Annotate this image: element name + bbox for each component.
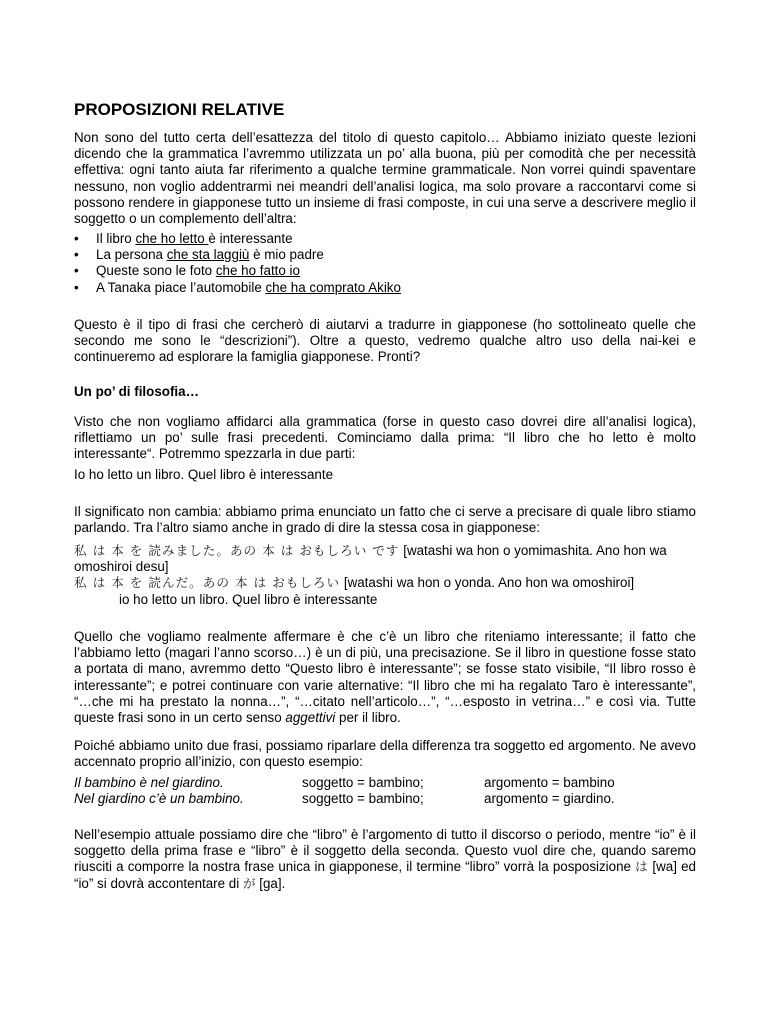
page-title: PROPOSIZIONI RELATIVE <box>74 100 285 119</box>
list-item: • La persona che sta laggiù è mio padre <box>74 247 324 263</box>
paragraph-current-example: Nell’esempio attuale possiamo dire che “libro” è l’argomento di tutto il discorso o periodo, mentre “io” è il soggetto della prima frase e “libro” è il soggetto della seconda. Questo vuol dire che, quando saremo riusciti a comporre la nostra frase unica in giapponese, il termine “libro” vorrà la posposizione は [wa] ed “io” si dovrà accontentare di が [ga]. <box>74 827 697 891</box>
subject-cell: soggetto = bambino; <box>302 775 424 790</box>
paragraph-philosophy: Visto che non vogliamo affidarci alla grammatica (forse in questo caso dovrei dire all’analisi logica), riflettiamo un po’ sulle frasi precedenti. Cominciamo dalla prima: “Il libro che ho letto è molto interessante“. Potremmo spezzarla in due parti: <box>74 414 696 462</box>
underlined-relative-clause: che sta laggiù <box>166 247 250 263</box>
bullet-icon: • <box>74 231 79 246</box>
bullet-icon: • <box>74 279 79 295</box>
list-item: • A Tanaka piace l’automobile che ha comprato Akiko <box>74 279 401 295</box>
japanese-text: 私 は 本 を 読んだ。あの 本 は おもしろい <box>74 575 341 591</box>
japanese-particle: は <box>635 859 649 875</box>
table-row <box>74 775 615 791</box>
subject-cell: soggetto = bambino; <box>302 791 424 807</box>
bullet-icon: • <box>74 247 79 263</box>
topic-cell: argomento = giardino. <box>484 791 615 807</box>
split-sentence: Io ho letto un libro. Quel libro è interessante <box>74 467 334 482</box>
underlined-relative-clause: che ho letto <box>135 231 209 246</box>
comparison-table <box>74 775 615 807</box>
japanese-example-polite <box>74 543 696 575</box>
japanese-text: 私 は 本 を 読みました。あの 本 は おもしろい です <box>74 543 400 558</box>
emphasis-text: aggettivi <box>285 710 336 726</box>
japanese-particle: が <box>242 875 256 891</box>
translation-line: io ho letto un libro. Quel libro è interessante <box>119 591 378 607</box>
topic-cell: argomento = bambino <box>484 775 615 790</box>
list-item: • Queste sono le foto che ho fatto io <box>74 263 300 279</box>
intro-paragraph: Non sono del tutto certa dell’esattezza del titolo di questo capitolo… Abbiamo iniziato queste lezioni dicendo che la grammatica l’avremmo utilizzata un po’ alla buona, più per comodità che per necessità effettiva: ogni tanto aiuta far riferimento a qualche termine grammaticale. Non vorrei quindi spaventare nessuno, non voglio addentrarmi nei meandri dell’analisi logica, ma solo provare a raccontarvi come si possono rendere in giapponese tutto un insieme di frasi composte, in cui una serve a descrivere meglio il soggetto o un complemento dell’altra: <box>74 130 696 227</box>
example-list <box>74 231 696 296</box>
paragraph-meaning: Il significato non cambia: abbiamo prima enunciato un fatto che ci serve a precisare di quale libro stiamo parlando. Tra l’altro siamo anche in grado di dire la stessa cosa in giapponese: <box>74 504 696 536</box>
underlined-relative-clause: che ha comprato Akiko <box>265 279 401 295</box>
paragraph-descriptions: Questo è il tipo di frasi che cercherò di aiutarvi a tradurre in giapponese (ho sottolineato quelle che secondo me sono le “descrizioni”). Oltre a questo, vedremo qualche altro uso della nai-kei e continueremo ad esplorare la famiglia giapponese. Pronti? <box>74 317 696 365</box>
underlined-relative-clause: che ho fatto io <box>215 263 300 279</box>
japanese-examples <box>74 543 696 608</box>
bullet-icon: • <box>74 263 79 279</box>
example-sentence: Il bambino è nel giardino. <box>74 775 224 790</box>
section-heading: Un po’ di filosofia… <box>74 384 199 399</box>
paragraph-affirmation: Quello che vogliamo realmente affermare è che c’è un libro che riteniamo interessante; il fatto che l’abbiamo letto (magari l’anno scorso…) è un di più, una precisazione. Se il libro in questione fosse stato a portata di mano, avremmo detto “Questo libro è interessante”; se fosse stato visibile, “Il libro rosso è interessante”; e potrei continuare con varie alternative: “Il libro che mi ha regalato Taro è interessante”, “…che mi ha prestato la nonna…”, “…citato nell’articolo…”, “…esposto in vetrina…” e così via. Tutte queste frasi sono in un certo senso aggettivi per il libro. <box>74 629 696 726</box>
romaji-text: [watashi wa hon o yonda. Ano hon wa omoshiroi] <box>340 575 635 591</box>
paragraph-subject-topic: Poiché abbiamo unito due frasi, possiamo riparlare della differenza tra soggetto ed argomento. Ne avevo accennato proprio all’inizio, con questo esempio: <box>74 738 696 770</box>
example-sentence: Nel giardino c’è un bambino. <box>74 791 244 807</box>
table-row <box>74 791 615 807</box>
romaji-text: [watashi wa hon o yomimashita. Ano hon wa omoshiroi desu] <box>74 543 667 575</box>
japanese-example-plain <box>74 575 696 591</box>
list-item: • Il libro che ho letto è interessante <box>74 231 293 246</box>
